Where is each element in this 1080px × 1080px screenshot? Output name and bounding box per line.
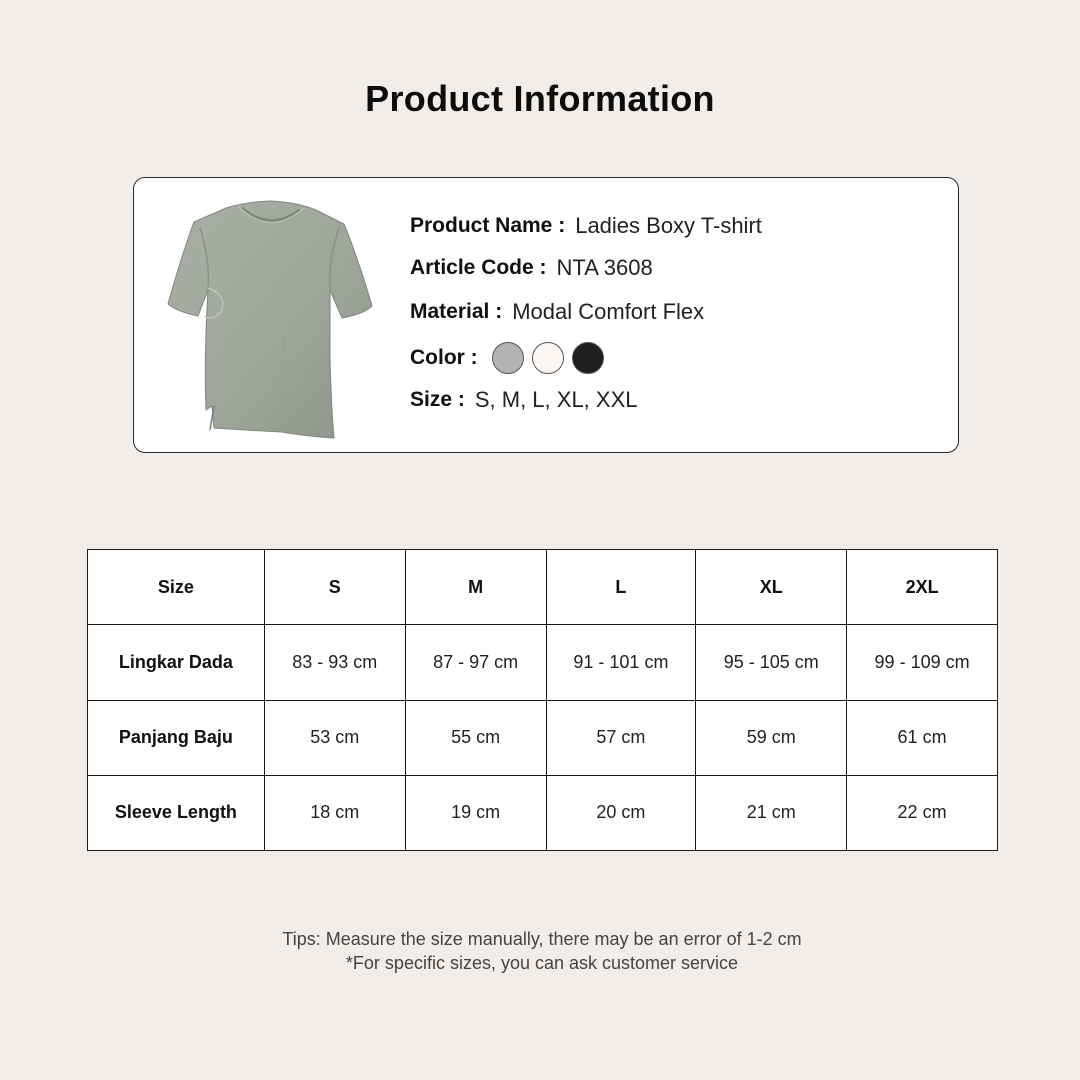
table-cell: 87 - 97 cm (405, 625, 546, 700)
table-header-cell: 2XL (847, 550, 998, 625)
color-swatch-black[interactable] (572, 342, 604, 374)
table-cell: 59 cm (696, 700, 847, 775)
product-name-label: Product Name : (410, 214, 566, 237)
table-row (88, 775, 998, 850)
size-label: Size : (410, 388, 465, 411)
article-code-label: Article Code : (410, 256, 547, 279)
color-label: Color : (410, 346, 478, 369)
tips-note (0, 927, 1080, 975)
product-name-row (410, 213, 762, 239)
row-label: Lingkar Dada (88, 625, 265, 700)
material-row (410, 299, 704, 325)
size-value: S, M, L, XL, XXL (474, 387, 638, 412)
tshirt-image (164, 198, 384, 443)
table-cell: 21 cm (696, 775, 847, 850)
table-cell: 53 cm (264, 700, 405, 775)
table-header-cell: XL (696, 550, 847, 625)
table-row (88, 700, 998, 775)
row-label: Panjang Baju (88, 700, 265, 775)
product-name-value: Ladies Boxy T-shirt (575, 213, 762, 238)
article-code-row (410, 255, 653, 281)
table-cell: 91 - 101 cm (546, 625, 696, 700)
table-cell: 55 cm (405, 700, 546, 775)
table-header-row (88, 550, 998, 625)
color-swatch-grey[interactable] (492, 342, 524, 374)
tips-line-1: Tips: Measure the size manually, there may be an error of 1-2 cm (282, 929, 802, 949)
table-cell: 83 - 93 cm (264, 625, 405, 700)
material-label: Material : (410, 300, 503, 323)
table-header-cell: L (546, 550, 696, 625)
table-cell: 18 cm (264, 775, 405, 850)
color-row (410, 342, 604, 374)
tips-line-2: *For specific sizes, you can ask customer service (345, 953, 739, 973)
material-value: Modal Comfort Flex (512, 299, 705, 324)
table-cell: 61 cm (847, 700, 998, 775)
table-header-cell: S (264, 550, 405, 625)
table-row (88, 625, 998, 700)
article-code-value: NTA 3608 (556, 255, 653, 280)
table-header-cell: Size (88, 550, 265, 625)
color-swatches (492, 342, 604, 374)
table-cell: 95 - 105 cm (696, 625, 847, 700)
color-swatch-white[interactable] (532, 342, 564, 374)
product-info-card (133, 177, 959, 453)
table-cell: 99 - 109 cm (847, 625, 998, 700)
row-label: Sleeve Length (88, 775, 265, 850)
size-row (410, 387, 638, 413)
table-header-cell: M (405, 550, 546, 625)
table-cell: 20 cm (546, 775, 696, 850)
page-title: Product Information (365, 78, 715, 119)
table-cell: 57 cm (546, 700, 696, 775)
table-cell: 22 cm (847, 775, 998, 850)
size-chart-table (87, 549, 998, 851)
table-cell: 19 cm (405, 775, 546, 850)
